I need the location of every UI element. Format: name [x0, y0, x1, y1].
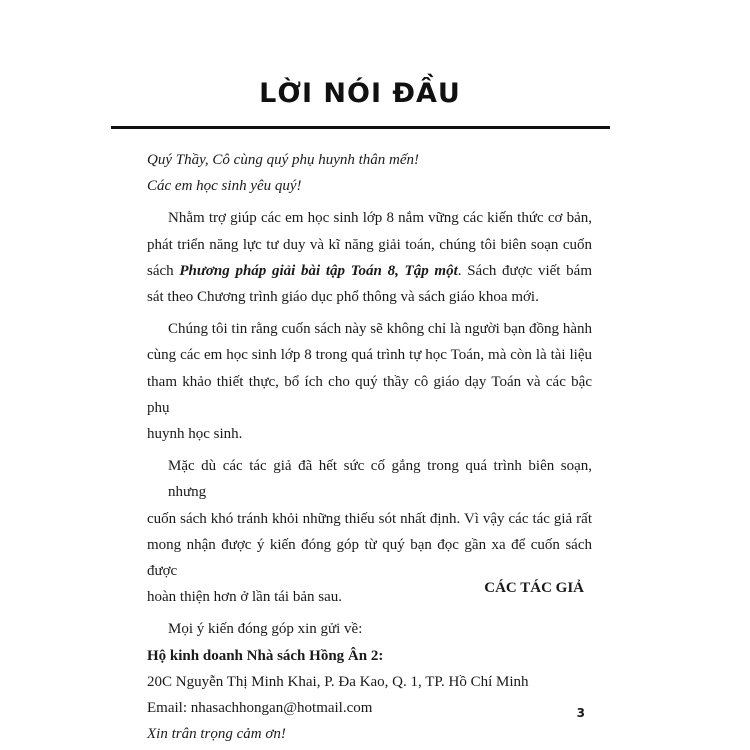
- greeting-parents: Quý Thầy, Cô cùng quý phụ huynh thân mến!: [147, 152, 420, 168]
- paragraph-line: Mặc dù các tác giả đã hết sức cố gắng trong quá trình biên soạn, nhưng: [168, 458, 592, 501]
- text-fragment: sách: [147, 262, 180, 279]
- book-title: Phương pháp giải bài tập Toán 8, Tập một: [179, 262, 458, 279]
- preface-body: [147, 147, 592, 747]
- page-number: 3: [576, 706, 585, 720]
- paragraph-line: Nhằm trợ giúp các em học sinh lớp 8 nắm vững các kiến thức cơ bản,: [168, 210, 592, 227]
- paragraph-line: cuốn sách khó tránh khỏi những thiếu sót nhất định. Vì vậy các tác giả rất: [147, 510, 592, 527]
- contact-block: [147, 616, 592, 747]
- publisher-email: Email: nhasachhongan@hotmail.com: [147, 700, 373, 717]
- paragraph-belief: [147, 316, 592, 447]
- paragraph-line: Chúng tôi tin rằng cuốn sách này sẽ không chỉ là người bạn đồng hành: [168, 321, 592, 338]
- text-fragment: . Sách được viết bám: [457, 262, 592, 279]
- authors-signature: CÁC TÁC GIẢ: [484, 580, 584, 596]
- closing-thanks: Xin trân trọng cảm ơn!: [147, 726, 286, 743]
- paragraph-line: sát theo Chương trình giáo dục phổ thông và sách giáo khoa mới.: [147, 289, 539, 306]
- paragraph-line: mong nhận được ý kiến đóng góp từ quý bạn đọc gần xa để cuốn sách được: [147, 536, 592, 580]
- paragraph-line: cùng các em học sinh lớp 8 trong quá trình tự học Toán, mà còn là tài liệu: [147, 347, 592, 364]
- paragraph-line: tham khảo thiết thực, bổ ích cho quý thầy cô giáo dạy Toán và các bậc phụ: [147, 373, 592, 416]
- page-title: LỜI NÓI ĐẦU: [259, 78, 461, 109]
- publisher-name: Hộ kinh doanh Nhà sách Hồng Ân 2:: [147, 647, 384, 664]
- paragraph-line: phát triển năng lực tư duy và kĩ năng giải toán, chúng tôi biên soạn cuốn: [147, 236, 592, 253]
- paragraph-line: huynh học sinh.: [147, 426, 243, 443]
- contact-intro: Mọi ý kiến đóng góp xin gửi về:: [168, 621, 363, 638]
- paragraph-purpose: [147, 205, 592, 310]
- greeting-students: Các em học sinh yêu quý!: [147, 178, 302, 195]
- publisher-address: 20C Nguyễn Thị Minh Khai, P. Đa Kao, Q. 1, TP. Hồ Chí Minh: [147, 673, 529, 690]
- title-underline: [111, 126, 610, 129]
- paragraph-line: hoàn thiện hơn ở lần tái bản sau.: [147, 589, 342, 606]
- page-heading: [112, 78, 608, 109]
- paragraph-line: [147, 258, 592, 284]
